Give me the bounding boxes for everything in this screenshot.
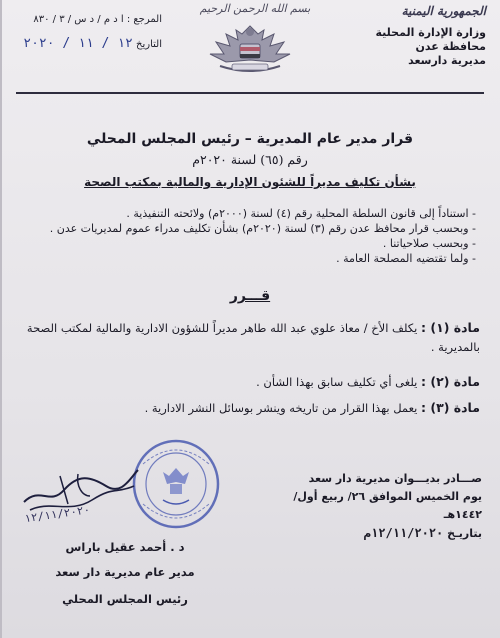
decision-subject: بشأن تكليف مديراً للشئون الإدارية والمالية بمكتب الصحة	[84, 175, 416, 189]
ministry-name: وزارة الإدارة المحلية	[375, 26, 486, 39]
issued-date-row	[282, 524, 482, 543]
article-label: مادة (٣) :	[420, 400, 480, 415]
article-3	[20, 398, 480, 418]
basmala: بسم الله الرحمن الرحيم	[199, 2, 311, 15]
governorate-name: محافظة عدن	[415, 40, 486, 53]
issued-block	[282, 470, 482, 543]
date-label: التاريخ	[136, 39, 162, 50]
country-name: الجمهورية اليمنية	[401, 4, 486, 18]
letterhead-right	[336, 4, 486, 68]
decision-number: رقم (٦٥) لسنة ٢٠٢٠م	[192, 152, 308, 167]
issued-place: صـــادر بديـــوان مديرية دار سعد	[308, 472, 482, 485]
official-stamp-icon	[131, 438, 221, 530]
preamble-item: - وبحسب صلاحياتنا .	[36, 236, 476, 251]
preamble-list	[36, 206, 476, 266]
header-divider	[16, 92, 484, 94]
signer-title: مدير عام مديرية دار سعد	[55, 565, 195, 579]
signature-date: ١٢/١١/٢٠٢٠	[23, 503, 91, 526]
preamble-item: - استناداً إلى قانون السلطة المحلية رقم (٤) لسنة (٢٠٠٠م) ولائحته التنفيذية .	[36, 206, 476, 221]
letterhead-left	[12, 14, 162, 51]
issued-date: ١٢/١١/٢٠٢٠م	[363, 526, 444, 540]
article-text: يلغى أي تكليف سابق بهذا الشأن .	[256, 375, 418, 389]
article-text: يكلف الأخ / معاذ علوي عبد الله طاهر مديراً للشؤون الادارية والمالية لمكتب الصحة بالمديرية .	[26, 321, 480, 354]
article-label: مادة (٢) :	[420, 374, 480, 389]
article-1	[20, 318, 480, 357]
preamble-item: - وبحسب قرار محافظ عدن رقم (٣) لسنة (٢٠٢٠م) بشأن تكليف مدراء عموم لمديريات عدن .	[36, 221, 476, 236]
preamble-item: - ولما تقتضيه المصلحة العامة .	[36, 251, 476, 266]
reference-number: المرجع : ا د م / د س / ٣ / ٨٣٠	[33, 14, 162, 25]
decision-title: قرار مدير عام المديرية – رئيس المجلس المحلي	[86, 131, 414, 147]
article-2	[20, 372, 480, 392]
page-edge-shadow	[0, 0, 2, 638]
date-row	[12, 38, 162, 51]
issued-date-label: بتاريـخ	[447, 527, 482, 540]
issued-hijri-date: يوم الخميس الموافق ٢٦/ ربيع أول/١٤٤٢هـ	[293, 490, 482, 521]
signer-name: د . أحمد عقيل باراس	[65, 540, 185, 554]
decides-heading: قـــرر	[229, 288, 271, 304]
signer-title-2: رئيس المجلس المحلي	[62, 592, 188, 606]
yemen-eagle-emblem-icon	[190, 20, 310, 78]
article-label: مادة (١) :	[420, 320, 480, 335]
article-text: يعمل بهذا القرار من تاريخه وينشر بوسائل النشر الادارية .	[144, 401, 418, 415]
directorate-name: مديرية دارسعد	[408, 54, 486, 67]
handwritten-date: ١٢ / ١١ / ٢٠٢٠	[23, 36, 133, 51]
